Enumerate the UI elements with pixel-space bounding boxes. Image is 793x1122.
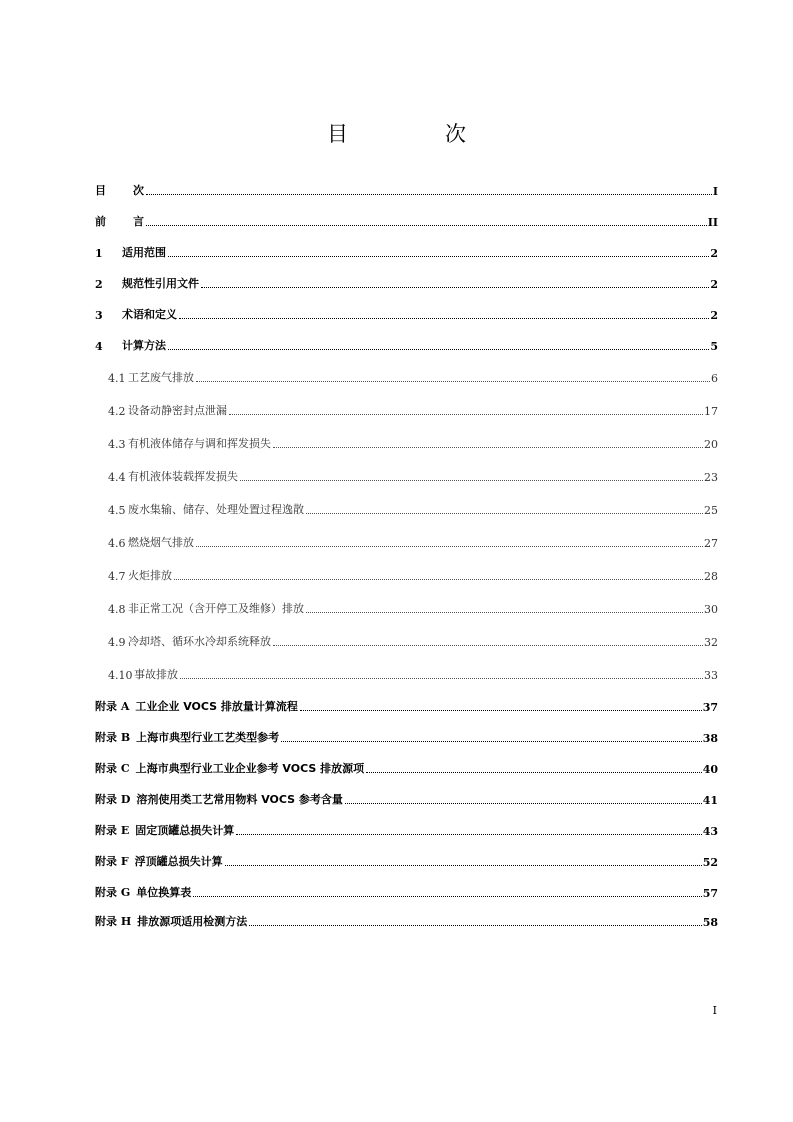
dot-leader [179, 317, 709, 319]
toc-entry-page: 2 [710, 278, 718, 291]
dot-leader [236, 833, 701, 835]
dot-leader [249, 924, 701, 926]
toc-entry[interactable] [108, 629, 718, 649]
toc-entry[interactable] [95, 694, 718, 714]
page-number: I [712, 1004, 717, 1017]
toc-entry-number: 附录 B [95, 731, 131, 744]
dot-leader [196, 380, 710, 382]
toc-entry-page: 33 [704, 669, 718, 682]
toc-entry-label: 适用范围 [122, 246, 166, 259]
dot-leader [146, 224, 707, 226]
toc-entry-label: 有机液体装载挥发损失 [128, 470, 238, 483]
toc-entry[interactable] [95, 302, 718, 322]
toc-entry-page: 38 [702, 732, 718, 745]
toc-entry-label: 冷却塔、循环水冷却系统释放 [128, 635, 271, 648]
toc-entry-label: 非正常工况（含开停工及维修）排放 [128, 602, 304, 615]
toc-entry-label: 规范性引用文件 [122, 277, 199, 290]
toc-entry-number: 1 [95, 247, 103, 260]
toc-entry-page: 6 [711, 372, 718, 385]
toc-entry-number: 4.6 [108, 537, 126, 550]
toc-entry-label: 言 [133, 215, 144, 228]
toc-entry[interactable] [108, 431, 718, 451]
toc-entry-page: 37 [702, 701, 718, 714]
toc-entry-label: 事故排放 [134, 668, 178, 681]
toc-entry[interactable] [108, 662, 718, 682]
toc-entry-number: 4.4 [108, 471, 126, 484]
toc-entry-page: 17 [704, 405, 718, 418]
dot-leader [180, 677, 703, 679]
toc-entry-label: 排放源项适用检测方法 [137, 915, 248, 928]
toc-entry-number: 4.5 [108, 504, 126, 517]
toc-entry[interactable] [95, 725, 718, 745]
toc-entry-label: 浮顶罐总损失计算 [134, 855, 223, 868]
toc-entry[interactable] [95, 849, 718, 869]
toc-entry-label: 有机液体储存与调和挥发损失 [128, 437, 271, 450]
toc-entry-number: 附录 A [95, 700, 130, 713]
dot-leader [306, 611, 703, 613]
toc-entry-number: 2 [95, 278, 103, 291]
toc-entry-page: 58 [702, 916, 718, 929]
toc-entry-page: 5 [710, 340, 718, 353]
toc-entry-number: 4.10 [108, 669, 133, 682]
toc-entry-number: 3 [95, 309, 103, 322]
page-title: 目 次 [327, 122, 504, 146]
dot-leader [273, 644, 703, 646]
toc-entry[interactable] [95, 209, 718, 229]
toc-entry[interactable] [95, 818, 718, 838]
toc-entry-number: 目 [95, 184, 106, 197]
dot-leader [146, 193, 712, 195]
toc-entry[interactable] [108, 398, 718, 418]
toc-entry-number: 附录 C [95, 762, 130, 775]
toc-entry-label: 溶剂使用类工艺常用物料 VOCS 参考含量 [136, 793, 343, 806]
toc-entry-page: II [707, 216, 718, 229]
dot-leader [229, 413, 703, 415]
toc-entry-number: 4.7 [108, 570, 126, 583]
toc-entry-page: 2 [710, 247, 718, 260]
toc-entry-page: 32 [704, 636, 718, 649]
toc-entry-page: 41 [702, 794, 718, 807]
dot-leader [225, 864, 702, 866]
dot-leader [168, 348, 709, 350]
dot-leader [281, 740, 702, 742]
toc-entry[interactable] [95, 909, 718, 929]
toc-entry-number: 4.8 [108, 603, 126, 616]
toc-entry-number: 4.1 [108, 372, 126, 385]
toc-entry-number: 前 [95, 215, 106, 228]
toc-entry-page: I [712, 185, 718, 198]
dot-leader [240, 479, 703, 481]
toc-entry[interactable] [95, 178, 718, 198]
dot-leader [201, 286, 709, 288]
toc-entry-page: 2 [710, 309, 718, 322]
toc-entry-number: 4.2 [108, 405, 126, 418]
dot-leader [345, 802, 702, 804]
toc-entry-number: 附录 E [95, 824, 130, 837]
toc-entry-page: 20 [704, 438, 718, 451]
toc-entry-page: 40 [702, 763, 718, 776]
toc-entry[interactable] [95, 240, 718, 260]
toc-entry[interactable] [108, 596, 718, 616]
dot-leader [273, 446, 703, 448]
toc-entry[interactable] [95, 271, 718, 291]
toc-entry[interactable] [108, 563, 718, 583]
toc-entry[interactable] [95, 880, 718, 900]
toc-entry[interactable] [108, 464, 718, 484]
toc-entry-number: 4 [95, 340, 103, 353]
toc-entry-label: 次 [133, 184, 144, 197]
toc-entry-label: 计算方法 [122, 339, 166, 352]
toc-entry[interactable] [108, 530, 718, 550]
toc-entry[interactable] [95, 787, 718, 807]
toc-entry-label: 工艺废气排放 [128, 371, 194, 384]
dot-leader [193, 895, 701, 897]
toc-entry-label: 工业企业 VOCS 排放量计算流程 [135, 700, 298, 713]
toc-entry-label: 固定顶罐总损失计算 [135, 824, 235, 837]
toc-entry-number: 附录 D [95, 793, 131, 806]
toc-entry[interactable] [108, 365, 718, 385]
toc-entry-page: 30 [704, 603, 718, 616]
toc-entry-label: 术语和定义 [122, 308, 177, 321]
toc-entry-page: 27 [704, 537, 718, 550]
toc-entry-page: 23 [704, 471, 718, 484]
toc-entry-page: 52 [702, 856, 718, 869]
dot-leader [168, 255, 709, 257]
toc-entry-label: 上海市典型行业工艺类型参考 [136, 731, 280, 744]
toc-entry-label: 设备动静密封点泄漏 [128, 404, 227, 417]
toc-entry-page: 25 [704, 504, 718, 517]
toc-entry-label: 单位换算表 [136, 886, 192, 899]
toc-entry-label: 废水集输、储存、处理处置过程逸散 [128, 503, 304, 516]
toc-entry-label: 上海市典型行业工业企业参考 VOCS 排放源项 [135, 762, 365, 775]
dot-leader [174, 578, 703, 580]
toc-entry[interactable] [108, 497, 718, 517]
toc-entry-label: 燃烧烟气排放 [128, 536, 194, 549]
toc-entry-page: 57 [702, 887, 718, 900]
toc-entry[interactable] [95, 333, 718, 353]
toc-entry-number: 附录 F [95, 855, 129, 868]
dot-leader [300, 709, 702, 711]
dot-leader [196, 545, 703, 547]
toc-entry-page: 28 [704, 570, 718, 583]
toc-entry-number: 附录 H [95, 915, 132, 928]
toc-entry-number: 4.9 [108, 636, 126, 649]
toc-entry-number: 4.3 [108, 438, 126, 451]
toc-entry[interactable] [95, 756, 718, 776]
toc-entry-number: 附录 G [95, 886, 131, 899]
toc-entry-label: 火炬排放 [128, 569, 172, 582]
toc-entry-page: 43 [702, 825, 718, 838]
dot-leader [366, 771, 702, 773]
dot-leader [306, 512, 703, 514]
